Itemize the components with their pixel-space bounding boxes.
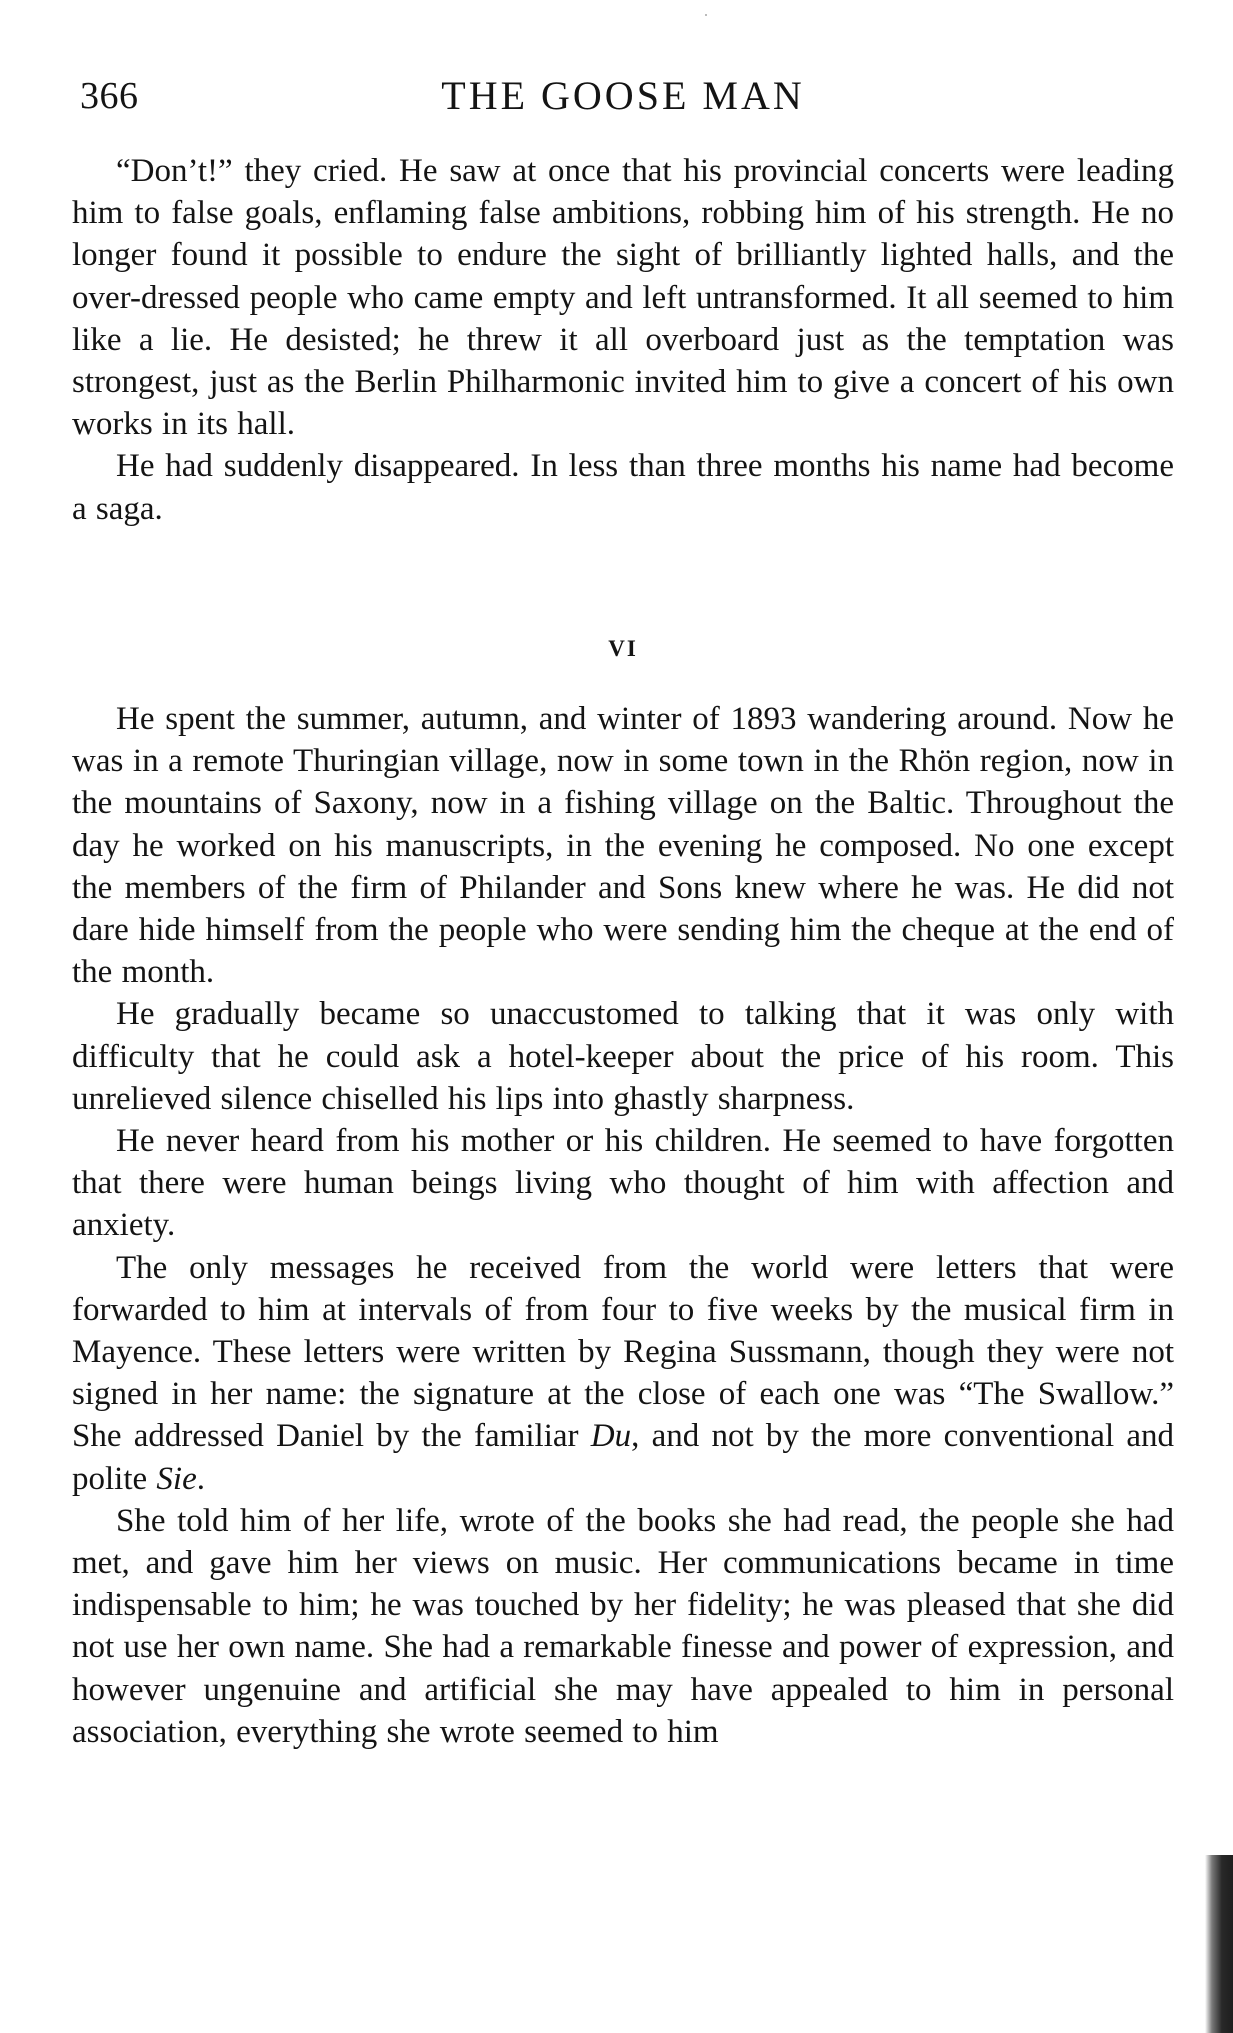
running-head: THE GOOSE MAN (441, 73, 805, 118)
paragraph: She told him of her life, wrote of the books she had read, the people she had met, and gave him her views on music. Her communications became in time indispensable to him; he was touched by her fidelity; he was pleased that she did not use her own name. She had a remarkable finesse and power of expression, and however ungenuine and artificial she may have appealed to him in personal association, everything she wrote seemed to him (72, 1502, 1174, 1750)
paragraph: He had suddenly disappeared. In less than three months his name had become a saga. (72, 448, 1174, 527)
page-edge-shadow (1205, 1855, 1233, 2033)
paragraph-text: The only messages he received from the world were letters that were forwarded to him at intervals of from four to five weeks by the musical firm in Mayence. These letters were written by Regina Sussmann, though they were not signed in her name: the signature at the close of each one was “The Swallow.” She addressed Daniel by the familiar (72, 1249, 1174, 1455)
paragraph-text: , and not by the more conventional and polite (72, 1418, 1175, 1497)
paragraph-text: . (196, 1460, 205, 1497)
paragraph: “Don’t!” they cried. He saw at once that his provincial concerts were leading him to false goals, enflaming false ambitions, robbing him of his strength. He no longer found it possible to endure the sight of brilliantly lighted halls, and the over-dressed people who came empty and left untransformed. It all seemed to him like a lie. He desisted; he threw it all overboard just as the temptation was strongest, just as the Berlin Philharmonic invited him to give a concert of his own works in its hall. (72, 153, 1174, 443)
paragraph: He never heard from his mother or his children. He seemed to have forgotten that there were human beings living who thought of him with affection and anxiety. (72, 1123, 1174, 1244)
paragraph: He spent the summer, autumn, and winter of 1893 wandering around. Now he was in a remote Thuringian village, now in some town in the Rhön region, now in the mountains of Saxony, now in a fishing village on the Baltic. Throughout the day he worked on his manuscripts, in the evening he composed. No one except the members of the firm of Philander and Sons knew where he was. He did not dare hide himself from the people who were sending him the cheque at the end of the month. (72, 701, 1174, 991)
scan-speck (705, 14, 707, 16)
paragraph (72, 1247, 1174, 1500)
text-block-after-section (72, 698, 1174, 1753)
italic-word-du: Du (590, 1418, 632, 1455)
italic-word-sie: Sie (156, 1460, 197, 1497)
text-block-before-section (72, 150, 1174, 530)
page-number: 366 (80, 75, 139, 117)
section-heading: VI (608, 636, 638, 661)
page-header (72, 68, 1174, 128)
paragraph: He gradually became so unaccustomed to talking that it was only with difficulty that he could ask a hotel-keeper about the price of his room. This unrelieved silence chiselled his lips into ghastly sharpness. (72, 996, 1174, 1117)
